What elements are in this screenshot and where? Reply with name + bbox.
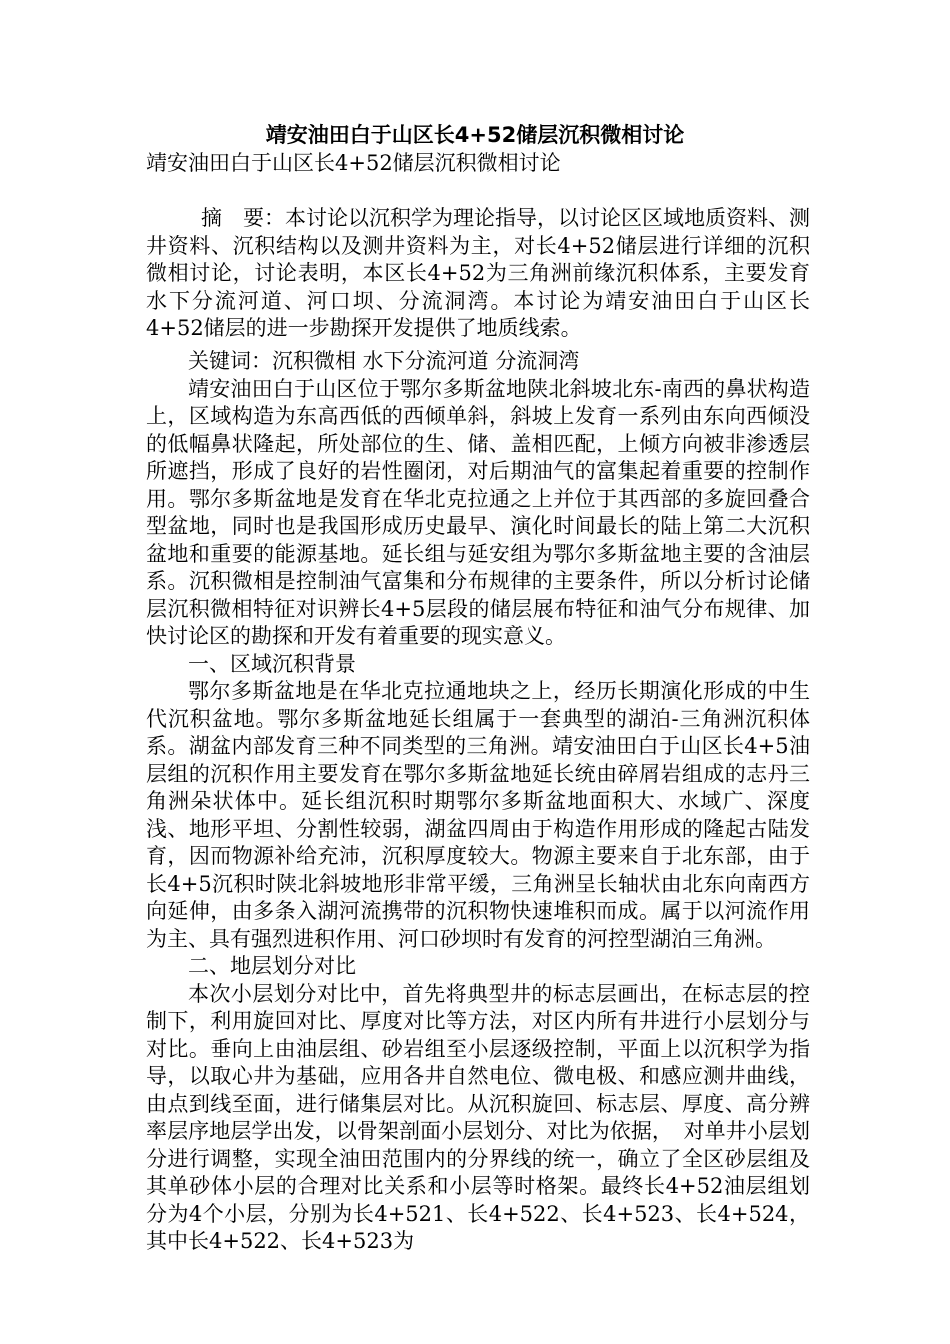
main-body (146, 348, 810, 1256)
keywords-line: 关键词：沉积微相 水下分流河道 分流洞湾 (188, 349, 580, 373)
section1-paragraph: 鄂尔多斯盆地是在华北克拉通地块之上，经历长期演化形成的中生代沉积盆地。鄂尔多斯盆地延长组属于一套典型的湖泊-三角洲沉积体系。湖盆内部发育三种不同类型的三角洲。靖安油田白于山区长4+5油层组的沉积作用主要发育在鄂尔多斯盆地延长统由碎屑岩组成的志丹三角洲朵状体中。延长组沉积时期鄂尔多斯盆地面积大、水域广、深度浅、地形平坦、分割性较弱，湖盆四周由于构造作用形成的隆起古陆发育，因而物源补给充沛，沉积厚度较大。物源主要来自于北东部，由于长4+5沉积时陕北斜坡地形非常平缓，三角洲呈长轴状由北东向南西方向延伸，由多条入湖河流携带的沉积物快速堆积而成。属于以河流作用为主、具有强烈进积作用、河口砂坝时有发育的河控型湖泊三角洲。 (146, 679, 810, 951)
section2-heading: 二、地层划分对比 (188, 954, 356, 978)
intro-paragraph: 靖安油田白于山区位于鄂尔多斯盆地陕北斜坡北东-南西的鼻状构造上，区域构造为东高西低的西倾单斜，斜坡上发育一系列由东向西倾没的低幅鼻状隆起，所处部位的生、储、盖相匹配，上倾方向被非渗透层所遮挡，形成了良好的岩性圈闭，对后期油气的富集起着重要的控制作用。鄂尔多斯盆地是发育在华北克拉通之上并位于其西部的多旋回叠合型盆地，同时也是我国形成历史最早、演化时间最长的陆上第二大沉积盆地和重要的能源基地。延长组与延安组为鄂尔多斯盆地主要的含油层系。沉积微相是控制油气富集和分布规律的主要条件，所以分析讨论储层沉积微相特征对识辨长4+5层段的储层展布特征和油气分布规律、加快讨论区的勘探和开发有着重要的现实意义。 (146, 376, 810, 648)
document-subtitle: 靖安油田白于山区长4+52储层沉积微相讨论 (146, 151, 561, 175)
section2-paragraph: 本次小层划分对比中，首先将典型井的标志层画出，在标志层的控制下，利用旋回对比、厚度对比等方法，对区内所有井进行小层划分与对比。垂向上由油层组、砂岩组至小层逐级控制，平面上以沉积学为指导，以取心井为基础，应用各井自然电位、微电极、和感应测井曲线，由点到线至面，进行储集层对比。从沉积旋回、标志层、厚度、高分辨率层序地层学出发，以骨架剖面小层划分、对比为依据， 对单井小层划分进行调整，实现全油田范围内的分界线的统一，确立了全区砂层组及其单砂体小层的合理对比关系和小层等时格架。最终长4+52油层组划分为4个小层，分别为长4+521、长4+522、长4+523、长4+524，其中长4+522、长4+523为 (146, 981, 810, 1253)
abstract-block (146, 205, 810, 343)
abstract-paragraph: 摘 要：本讨论以沉积学为理论指导，以讨论区区域地质资料、测井资料、沉积结构以及测井资料为主，对长4+52储层进行详细的沉积微相讨论，讨论表明，本区长4+52为三角洲前缘沉积体系，主要发育水下分流河道、河口坝、分流洞湾。本讨论为靖安油田白于山区长4+52储层的进一步勘探开发提供了地质线索。 (146, 206, 810, 340)
section1-heading: 一、区域沉积背景 (188, 651, 356, 676)
document-title: 靖安油田白于山区长4+52储层沉积微相讨论 (265, 123, 685, 147)
